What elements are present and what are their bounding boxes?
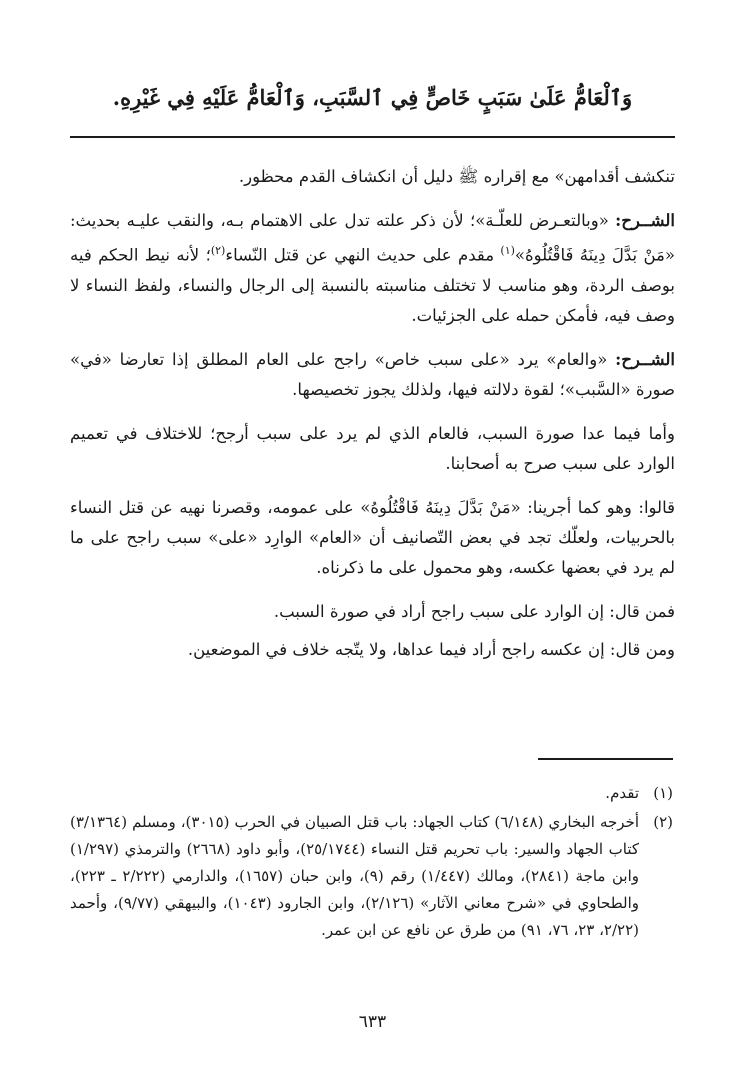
page-number: ٦٣٣ xyxy=(358,1012,387,1032)
paragraph-2-text-c: ؛ لأنه نيط الحكم فيه بوصف الردة، وهو مناسب لا تختلف مناسبته بالنسبة إلى الرجال والنساء، ولفظ النساء لا وصف فيه، فأمكن حمله على الجزئيات. xyxy=(70,245,675,325)
paragraph-7: ومن قال: إن عكسه راجح أراد فيما عداها، ولا يتّجه خلاف في الموضعين. xyxy=(187,639,675,659)
paragraph-2 xyxy=(70,206,675,331)
footnotes-rule xyxy=(538,758,673,760)
commentary-body xyxy=(70,162,675,673)
paragraph-6: فمن قال: إن الوارد على سبب راجح أراد في صورة السبب. xyxy=(273,601,675,621)
footnote-ref-1[interactable]: (١) xyxy=(500,244,515,257)
paragraph-2-text-a: «وبالتعـرض للعلّـة»؛ لأن ذكر علته تدل على الاهتمام بـه، والنقب عليـه بحديث: «مَنْ بَدَّلَ دِينَهُ فَاقْتُلُوهُ» xyxy=(70,211,675,265)
paragraph-3-text: «والعام» يرد «على سبب خاص» راجح على العام المطلق إذا تعارضا «في» صورة «السَّبب»؛ لقوة دلالته فيها، ولذلك يجوز تخصيصها. xyxy=(70,349,675,399)
paragraph-3 xyxy=(70,345,675,405)
matn-verse: وَٱلْعَامُّ عَلَىٰ سَبَبٍ خَاصٍّ فِي ٱلسَّبَبِ، وَٱلْعَامُّ عَلَيْهِ فِي غَيْرِهِ. xyxy=(112,85,633,110)
paragraph-4: وأما فيما عدا صورة السبب، فالعام الذي لم يرد على سبب أرجح؛ للاختلاف في تعميم الوارد على سبب صرح به أصحابنا. xyxy=(70,423,675,473)
sharh-label: الشــرح: xyxy=(615,211,675,230)
paragraph-2-text-b: مقدم على حديث النهي عن قتل النّساء xyxy=(225,245,501,265)
paragraph-5: قالوا: وهو كما أجرينا: «مَنْ بَدَّلَ دِينَهُ فَاقْتُلُوهُ» على عمومه، وقصرنا نهيه عن قتل النساء بالحربيات، ولعلّك تجد في بعض التّصانيف أن «العام» الوارِد «على» سبب راجح على ما لم يرد في بعضها عكسه، وهو محمول على ما ذكرناه. xyxy=(70,497,675,577)
footnote-text: أخرجه البخاري (٦/١٤٨) كتاب الجهاد: باب قتل الصبيان في الحرب (٣٠١٥)، ومسلم (٣/١٣٦٤) كتاب الجهاد والسير: باب تحريم قتل النساء (٢٥/١٧٤٤)، وأبو داود (٢٦٦٨) والترمذي (١/٢٩٧) وابن ماجة (٢٨٤١)، ومالك (١/٤٤٧) رقم (٩)، وابن حبان (١٦٥٧)، والدارمي (٢/٢٢٢ ـ ٢٢٣)، والطحاوي في «شرح معاني الآثار» (٢/١٢٦)، وابن الجارود (١٠٤٣)، والبيهقي (٩/٧٧)، وأحمد (٢/٢٢، ٢٣، ٧٦، ٩١) من طرق عن نافع عن ابن عمر. xyxy=(70,813,640,939)
footnote-ref-2[interactable]: (٢) xyxy=(210,244,226,257)
footnotes xyxy=(70,780,673,946)
footnote-text: تقدم. xyxy=(605,784,639,802)
sharh-label: الشــرح: xyxy=(615,349,676,369)
footnote-2 xyxy=(70,809,673,944)
footnote-1 xyxy=(70,780,673,807)
paragraph-1: تنكشف أقدامهن» مع إقراره ﷺ دليل أن انكشاف القدم محظور. xyxy=(238,167,675,186)
header-rule xyxy=(70,136,675,138)
footnote-number: (٢) xyxy=(653,813,673,831)
footnote-number: (١) xyxy=(653,784,673,802)
